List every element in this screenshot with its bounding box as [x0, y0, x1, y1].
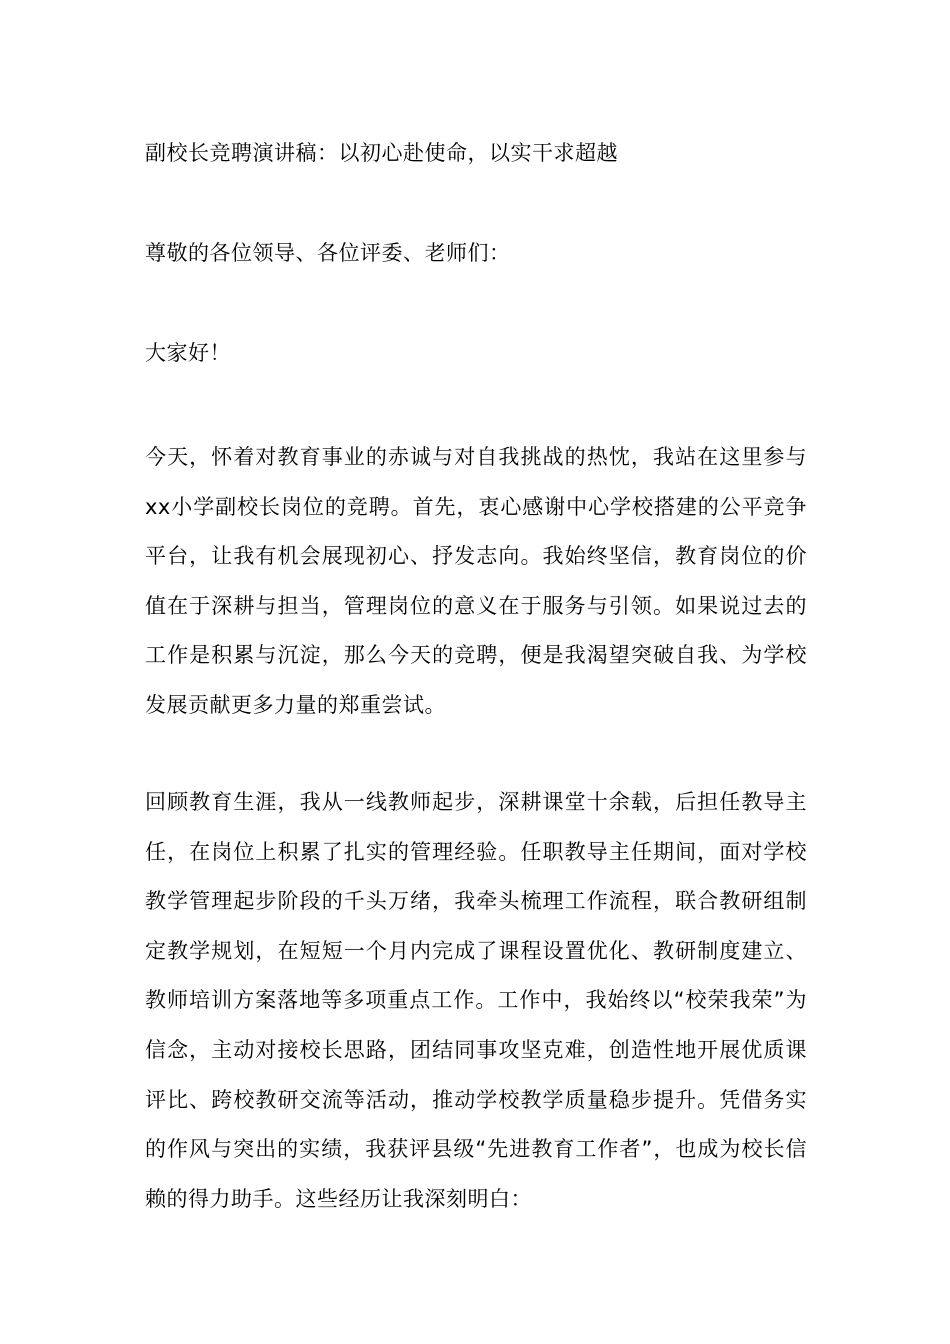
paragraph-experience: 回顾教育生涯，我从一线教师起步，深耕课堂十余载，后担任教导主任，在岗位上积累了扎实的管理经验。任职教导主任期间，面对学校教学管理起步阶段的千头万绪，我牵头梳理工作流程，联合教研组制定教学规划，在短短一个月内完成了课程设置优化、教研制度建立、教师培训方案落地等多项重点工作。工作中，我始终以“校荣我荣”为信念，主动对接校长思路，团结同事攻坚克难，创造性地开展优质课评比、跨校教研交流等活动，推动学校教学质量稳步提升。凭借务实的作风与突出的实绩，我获评县级“先进教育工作者”，也成为校长信赖的得力助手。这些经历让我深刻明白：	[145, 790, 807, 1211]
salutation: 尊敬的各位领导、各位评委、老师们：	[145, 241, 511, 265]
document-title: 副校长竞聘演讲稿：以初心赴使命，以实干求超越	[145, 141, 618, 165]
greeting: 大家好！	[145, 341, 231, 365]
paragraph-intro: 今天，怀着对教育事业的赤诚与对自我挑战的热忱，我站在这里参与xx小学副校长岗位的竞聘。首先，衷心感谢中心学校搭建的公平竞争平台，让我有机会展现初心、抒发志向。我始终坚信，教育岗位的价值在于深耕与担当，管理岗位的意义在于服务与引领。如果说过去的工作是积累与沉淀，那么今天的竞聘，便是我渴望突破自我、为学校发展贡献更多力量的郑重尝试。	[145, 445, 807, 717]
